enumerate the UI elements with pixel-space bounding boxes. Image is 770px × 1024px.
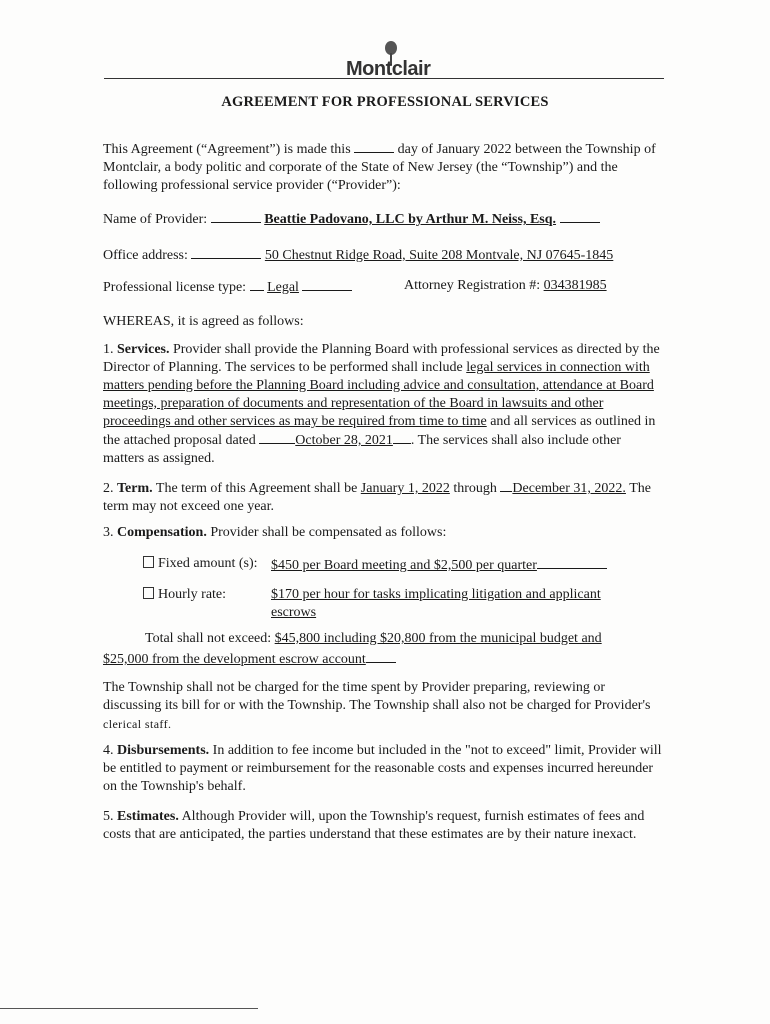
day-blank <box>354 140 394 153</box>
montclair-logo <box>332 40 442 80</box>
term-text-2: The term may not exceed one year. <box>103 481 651 514</box>
hourly-rate-value-2: escrows <box>271 605 317 620</box>
fixed-amount-checkbox[interactable] <box>143 556 154 568</box>
hourly-rate-value-1: $170 per hour for tasks implicating litigation and applicant <box>271 587 601 602</box>
billing-note-tail: clerical staff. <box>103 717 172 731</box>
attorney-value: 034381985 <box>543 278 607 293</box>
billing-note <box>103 679 663 734</box>
term-text-1: The term of this Agreement shall be <box>155 481 358 496</box>
disbursements-number: 4. <box>103 743 114 758</box>
hourly-rate-row <box>271 587 601 621</box>
attorney-row <box>404 278 607 294</box>
hourly-rate-label: Hourly rate: <box>158 587 227 602</box>
estimates-heading: Estimates. <box>117 809 179 824</box>
term-number: 2. <box>103 481 114 496</box>
term-heading: Term. <box>117 481 153 496</box>
estimates-text: Although Provider will, upon the Township's request, furnish estimates of fees and costs that are anticipated, the parties understand that these estimates are by their nature inexact. <box>103 809 645 842</box>
services-text-3: . The services shall also include other matters as assigned. <box>103 433 621 466</box>
proposal-date: October 28, 2021 <box>295 433 393 448</box>
term-through: through <box>453 481 497 496</box>
page-title: AGREEMENT FOR PROFESSIONAL SERVICES <box>221 94 549 110</box>
services-scope: legal services in connection with matters pending before the Planning Board including advice and consultation, attendance at Board meetings, preparation of documents and representation of the Board in lawsuits and other proceedings and other services as may be required from time to time <box>103 360 654 429</box>
hourly-rate-checkbox[interactable] <box>143 587 154 599</box>
services-number: 1. <box>103 342 114 357</box>
total-label: Total shall not exceed: <box>145 631 272 646</box>
provider-name-label: Name of Provider: <box>103 212 208 227</box>
provider-name-value: Beattie Padovano, LLC by Arthur M. Neiss, Esq. <box>264 212 557 227</box>
compensation-heading: Compensation. <box>117 525 207 540</box>
license-label: Professional license type: <box>103 280 247 295</box>
fixed-amount-option[interactable] <box>143 556 258 572</box>
attorney-label: Attorney Registration #: <box>404 278 541 293</box>
term-start-date: January 1, 2022 <box>360 481 450 496</box>
disbursements-text: In addition to fee income but included in the "not to exceed" limit, Provider will be entitled to payment or reimbursement for the reasonable costs and expenses incurred hereunder on the Township's behalf. <box>103 743 662 794</box>
services-heading: Services. <box>117 342 170 357</box>
services-section <box>103 341 663 468</box>
services-text-1: Provider shall provide the Planning Board with professional services as directed by the Director of Planning. The services to be performed shall include <box>103 342 660 375</box>
total-value-2: $25,000 from the development escrow account <box>103 652 366 667</box>
provider-name-row <box>103 210 600 228</box>
disbursements-section <box>103 742 663 796</box>
estimates-number: 5. <box>103 809 114 824</box>
logo-text: Montclair <box>346 58 431 80</box>
whereas-line: WHEREAS, it is agreed as follows: <box>103 314 304 329</box>
compensation-number: 3. <box>103 525 114 540</box>
license-row <box>103 278 352 296</box>
compensation-intro: Provider shall be compensated as follows: <box>210 525 447 540</box>
license-value: Legal <box>267 280 299 295</box>
footer-rule <box>0 1008 258 1009</box>
office-address-value: 50 Chestnut Ridge Road, Suite 208 Montvale, NJ 07645-1845 <box>264 248 614 263</box>
fixed-amount-value: $450 per Board meeting and $2,500 per quarter <box>271 558 537 573</box>
estimates-section <box>103 808 663 844</box>
term-section <box>103 479 663 516</box>
header-rule <box>104 78 664 79</box>
intro-text-1: This Agreement (“Agreement”) is made this <box>103 142 351 157</box>
disbursements-heading: Disbursements. <box>117 743 210 758</box>
compensation-heading-row <box>103 525 446 541</box>
office-address-row <box>103 246 613 264</box>
fixed-amount-label: Fixed amount (s): <box>158 556 258 571</box>
billing-note-text: The Township shall not be charged for the time spent by Provider preparing, reviewing or discussing its bill for or with the Township. The Township shall also not be charged for Provider's <box>103 680 651 713</box>
total-row-2 <box>103 650 396 668</box>
total-value-1: $45,800 including $20,800 from the municipal budget and <box>274 631 602 646</box>
services-text-2: and all services as outlined in the attached proposal dated <box>103 414 656 448</box>
office-address-label: Office address: <box>103 248 188 263</box>
intro-text-2: day of January 2022 between the Township of Montclair, a body politic and corporate of the State of New Jersey (the “Township”) and the following professional service provider (“Provider”): <box>103 142 656 193</box>
fixed-amount-row <box>271 556 607 574</box>
hourly-rate-option[interactable] <box>143 587 226 603</box>
term-end-date: December 31, 2022. <box>512 481 626 496</box>
total-row-1 <box>145 631 602 647</box>
intro-paragraph <box>103 140 663 195</box>
